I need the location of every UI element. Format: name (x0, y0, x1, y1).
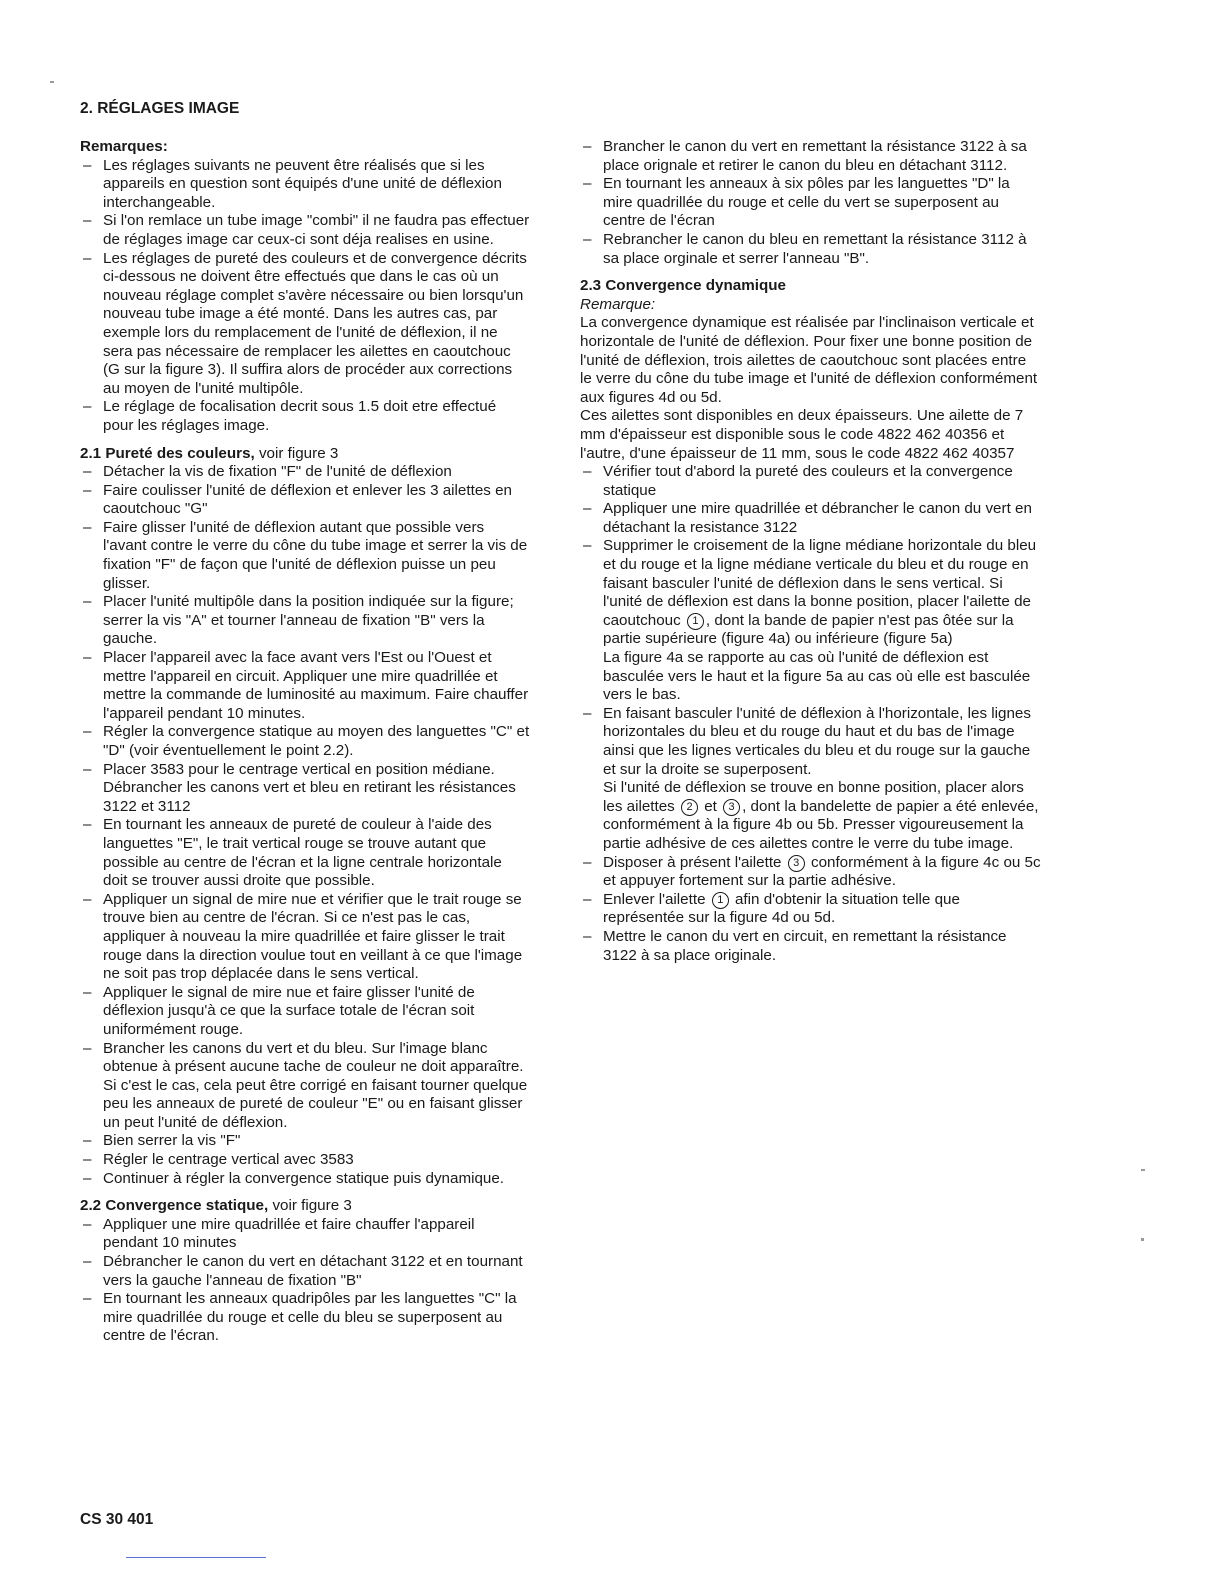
list-item-text: , dont la bande de papier n'est pas ôtée sur la partie supérieure (figure 4a) ou inférieure (figure 5a) (603, 611, 1014, 648)
list-item-text: En faisant basculer l'unité de déflexion à l'horizontale, les lignes horizontales du bleu et du rouge du haut et du bas de l'image ainsi que les lignes verticales du bleu et du rouge sur la gauche et sur la droite se superposent. (603, 704, 1031, 778)
list-item-continuation: La figure 4a se rapporte au cas où l'unité de déflexion est basculée vers le haut et la figure 5a au cas où elle est basculée vers le bas. (603, 649, 1031, 704)
section-2-3-list (580, 463, 1042, 965)
section-2-3 (580, 277, 1042, 965)
circled-number-3: 3 (723, 799, 740, 816)
list-item: – Les réglages suivants ne peuvent être réalisés que si les appareils en question sont équipés d'une unité de déflexion interchangeable. (80, 157, 530, 213)
list-item: – Détacher la vis de fixation "F" de l'unité de déflexion (80, 463, 530, 482)
scan-speck (1141, 1238, 1144, 1241)
remarque-label: Remarque: (580, 295, 656, 313)
list-item-text: Enlever l'ailette (603, 890, 706, 908)
list-item: – Brancher le canon du vert en remettant la résistance 3122 à sa place orignale et retirer le canon du bleu en détachant 3112. (580, 138, 1042, 175)
section-2-1 (80, 445, 530, 1189)
list-item: – Faire coulisser l'unité de déflexion et enlever les 3 ailettes en caoutchouc "G" (80, 482, 530, 519)
section-2-2-reference: voir figure 3 (268, 1197, 352, 1215)
list-item (580, 854, 1042, 891)
list-item (580, 891, 1042, 928)
remarques-section (80, 138, 530, 436)
list-item-continuation (603, 779, 1042, 853)
list-item: – Si l'on remlace un tube image "combi" il ne faudra pas effectuer de réglages image car ceux-ci sont déja realises en usine. (80, 212, 530, 249)
list-item: – Débrancher le canon du vert en détachant 3122 et en tournant vers la gauche l'anneau de fixation "B" (80, 1253, 530, 1290)
section-2-1-list (80, 463, 530, 1188)
list-item-text: , dont la bandelette de papier a été enlevée, conformément à la figure 4b ou 5b. Presser vigoureusement la partie adhésive de ces ailettes contre le verre du tube image. (603, 797, 1039, 852)
list-item: – Vérifier tout d'abord la pureté des couleurs et la convergence statique (580, 463, 1042, 500)
list-item-text: Si l'unité de déflexion se trouve en bonne position, placer alors les ailettes (603, 779, 1024, 815)
footer-rule (126, 1557, 266, 1558)
list-item: – Placer l'unité multipôle dans la position indiquée sur la figure; serrer la vis "A" et tourner l'anneau de fixation "B" vers la gauche. (80, 593, 530, 649)
list-item: – Faire glisser l'unité de déflexion autant que possible vers l'avant contre le verre du cône du tube image et serrer la vis de fixation "F" de façon que l'unité de déflexion puisse un peu glisser. (80, 519, 530, 593)
section-2-2-heading (80, 1197, 530, 1216)
list-item: – Appliquer une mire quadrillée et faire chauffer l'appareil pendant 10 minutes (80, 1216, 530, 1253)
list-item: – Régler la convergence statique au moyen des languettes "C" et "D" (voir éventuellement le point 2.2). (80, 723, 530, 760)
left-column (80, 138, 530, 1346)
section-2-1-reference: voir figure 3 (254, 444, 339, 462)
right-column (580, 138, 1042, 965)
list-item-text: Disposer à présent l'ailette (603, 853, 782, 871)
list-item-text: et (700, 797, 722, 815)
list-item-text: conformément à la figure 4c ou 5c et appuyer fortement sur la partie adhésive. (603, 853, 1041, 890)
section-2-1-title: 2.1 Pureté des couleurs, (80, 444, 255, 462)
list-item: – Continuer à régler la convergence statique puis dynamique. (80, 1170, 530, 1189)
document-code: CS 30 401 (80, 1511, 154, 1528)
section-2-2-list (80, 1216, 530, 1346)
list-item (580, 537, 1042, 704)
section-2-2-continued-list (580, 138, 1042, 268)
list-item: – Appliquer un signal de mire nue et vérifier que le trait rouge se trouve bien au centre de l'écran. Si ce n'est pas le cas, appliquer à nouveau la mire quadrillée et faire glisser le trait rouge dans la direction voulue tout en veillant à ce que l'image ne soit pas trop déplacée dans le sens vertical. (80, 891, 530, 984)
page-title: 2. RÉGLAGES IMAGE (80, 100, 240, 117)
remarques-heading: Remarques: (80, 138, 168, 155)
section-2-2-title: 2.2 Convergence statique, (80, 1197, 269, 1215)
list-item: – En tournant les anneaux quadripôles par les languettes "C" la mire quadrillée du rouge et celle du bleu se superposent au centre de l'écran. (80, 1290, 530, 1346)
paragraph: La convergence dynamique est réalisée par l'inclinaison verticale et horizontale de l'unité de déflexion. Pour fixer une bonne position de l'unité de déflexion, trois ailettes de caoutchouc sont placées entre le verre du cône du tube image et l'unité de déflexion conformément aux figures 4d ou 5d. (580, 314, 1038, 406)
list-item: – Appliquer une mire quadrillée et débrancher le canon du vert en détachant la resistance 3122 (580, 500, 1042, 537)
paragraph: Ces ailettes sont disponibles en deux épaisseurs. Une ailette de 7 mm d'épaisseur est disponible sous le code 4822 462 40356 et l'autre, d'une épaisseur de 11 mm, sous le code 4822 462 40357 (580, 407, 1024, 462)
list-item: – En tournant les anneaux à six pôles par les languettes "D" la mire quadrillée du rouge et celle du vert se superposent au centre de l'écran (580, 175, 1042, 231)
list-item: – En tournant les anneaux de pureté de couleur à l'aide des languettes "E", le trait vertical rouge se trouve autant que possible au centre de l'écran et la ligne centrale horizontale doit se trouver aussi droite que possible. (80, 816, 530, 890)
circled-number-2: 2 (681, 799, 698, 816)
list-item: – Placer l'appareil avec la face avant vers l'Est ou l'Ouest et mettre l'appareil en circuit. Appliquer une mire quadrillée et mettre la commande de luminosité au maximum. Faire chauffer l'appareil pendant 10 minutes. (80, 649, 530, 723)
list-item: – Régler le centrage vertical avec 3583 (80, 1151, 530, 1170)
list-item: – Brancher les canons du vert et du bleu. Sur l'image blanc obtenue à présent aucune tache de couleur ne doit apparaître. Si c'est le cas, cela peut être corrigé en faisant tourner quelque peu les anneaux de pureté de couleur "E" ou en faisant glisser un peut l'unité de déflexion. (80, 1040, 530, 1133)
list-item: – Appliquer le signal de mire nue et faire glisser l'unité de déflexion jusqu'à ce que la surface totale de l'écran soit uniformément rouge. (80, 984, 530, 1040)
circled-number-1: 1 (687, 613, 704, 630)
list-item: – Mettre le canon du vert en circuit, en remettant la résistance 3122 à sa place originale. (580, 928, 1042, 965)
remarques-list (80, 157, 530, 436)
list-item-text: afin d'obtenir la situation telle que représentée sur la figure 4d ou 5d. (603, 890, 960, 927)
section-2-2-continued (580, 138, 1042, 268)
list-item: – Les réglages de pureté des couleurs et de convergence décrits ci-dessous ne doivent être effectués que dans le cas où un nouveau réglage complet s'avère nécessaire ou bien lorsqu'un nouveau tube image a été monté. Dans les autres cas, par exemple lors du remplacement de l'unité de déflexion, il ne sera pas nécessaire de remplacer les ailettes en caoutchouc (G sur la figure 3). Il suffira alors de procéder aux corrections au moyen de l'unité multipôle. (80, 250, 530, 399)
scan-speck (50, 81, 54, 83)
circled-number-3: 3 (788, 855, 805, 872)
list-item: – Bien serrer la vis "F" (80, 1132, 530, 1151)
list-item-text: Supprimer le croisement de la ligne médiane horizontale du bleu et du rouge et la ligne médiane verticale du bleu et du rouge en faisant basculer l'unité de déflexion dans le sens vertical. Si l'unité de déflexion est dans la bonne position, placer l'ailette de caoutchouc (603, 537, 1037, 629)
list-item: – Le réglage de focalisation decrit sous 1.5 doit etre effectué pour les réglages image. (80, 398, 530, 435)
section-2-3-heading: 2.3 Convergence dynamique (580, 277, 786, 295)
section-2-2 (80, 1197, 530, 1346)
list-item: – Placer 3583 pour le centrage vertical en position médiane. Débrancher les canons vert et bleu en retirant les résistances 3122 et 3112 (80, 761, 530, 817)
circled-number-1: 1 (712, 892, 729, 909)
section-2-1-heading (80, 445, 530, 464)
list-item (580, 705, 1042, 854)
scan-speck (1141, 1169, 1145, 1171)
list-item: – Rebrancher le canon du bleu en remettant la résistance 3112 à sa place orginale et serrer l'anneau "B". (580, 231, 1042, 268)
